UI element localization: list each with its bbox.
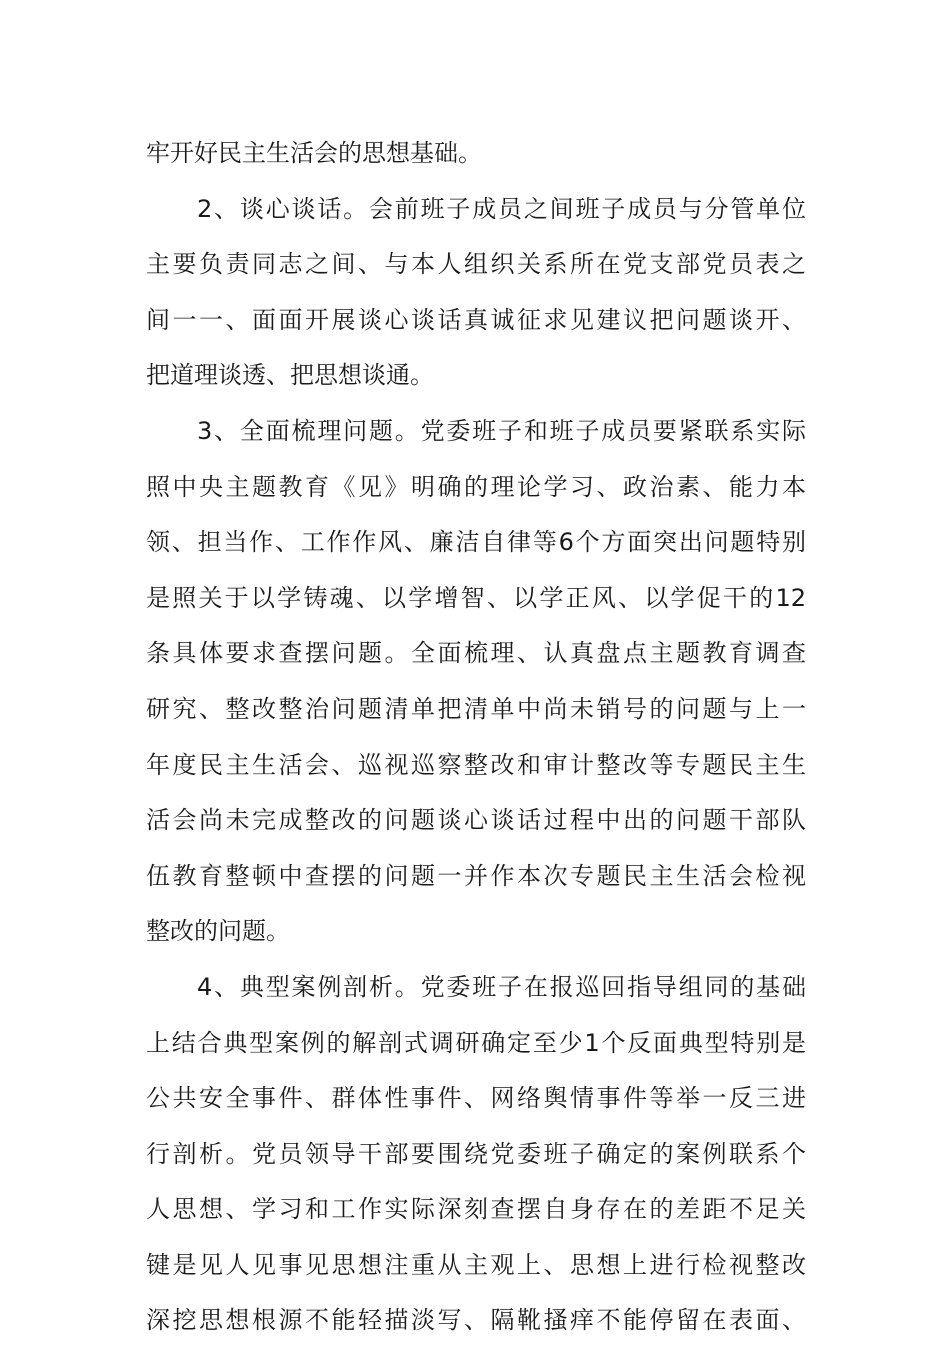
text-line: 间一一、面面开展谈心谈话真诚征求见建议把问题谈开、 <box>146 305 806 334</box>
text-line: 公共安全事件、群体性事件、网络舆情事件等举一反三进 <box>146 1084 806 1113</box>
text-line: 年度民主生活会、巡视巡察整改和审计整改等专题民主生 <box>146 750 806 779</box>
text-line: 条具体要求查摆问题。全面梳理、认真盘点主题教育调查 <box>146 639 806 668</box>
text-line: 主要负责同志之间、与本人组织关系所在党支部党员表之 <box>146 250 806 279</box>
text-line: 深挖思想根源不能轻描淡写、隔靴搔痒不能停留在表面、 <box>146 1306 806 1335</box>
text-line: 照中央主题教育《见》明确的理论学习、政治素、能力本 <box>146 472 806 501</box>
paragraph-first-line: 4、典型案例剖析。党委班子在报巡回指导组同的基础 <box>197 972 806 1001</box>
text-line: 研究、整改整治问题清单把清单中尚未销号的问题与上一 <box>146 694 806 723</box>
paragraph-first-line: 3、全面梳理问题。党委班子和班子成员要紧联系实际 <box>197 416 806 445</box>
text-line: 领、担当作、工作作风、廉洁自律等6个方面突出问题特别 <box>146 528 806 557</box>
text-line: 伍教育整顿中查摆的问题一并作本次专题民主生活会检视 <box>146 861 806 890</box>
text-line: 行剖析。党员领导干部要围绕党委班子确定的案例联系个 <box>146 1139 806 1168</box>
text-line: 把道理谈透、把思想谈通。 <box>146 361 434 390</box>
text-line: 键是见人见事见思想注重从主观上、思想上进行检视整改 <box>146 1250 806 1279</box>
paragraph-first-line: 2、谈心谈话。会前班子成员之间班子成员与分管单位 <box>197 194 806 223</box>
text-line: 人思想、学习和工作实际深刻查摆自身存在的差距不足关 <box>146 1195 806 1224</box>
document-body <box>146 126 806 1349</box>
text-line: 活会尚未完成整改的问题谈心谈话过程中出的问题干部队 <box>146 806 806 835</box>
text-line: 牢开好民主生活会的思想基础。 <box>146 139 482 167</box>
text-line: 整改的问题。 <box>146 917 290 946</box>
text-line: 上结合典型案例的解剖式调研确定至少1个反面典型特别是 <box>146 1028 806 1057</box>
text-line: 是照关于以学铸魂、以学增智、以学正风、以学促干的12 <box>146 583 806 612</box>
